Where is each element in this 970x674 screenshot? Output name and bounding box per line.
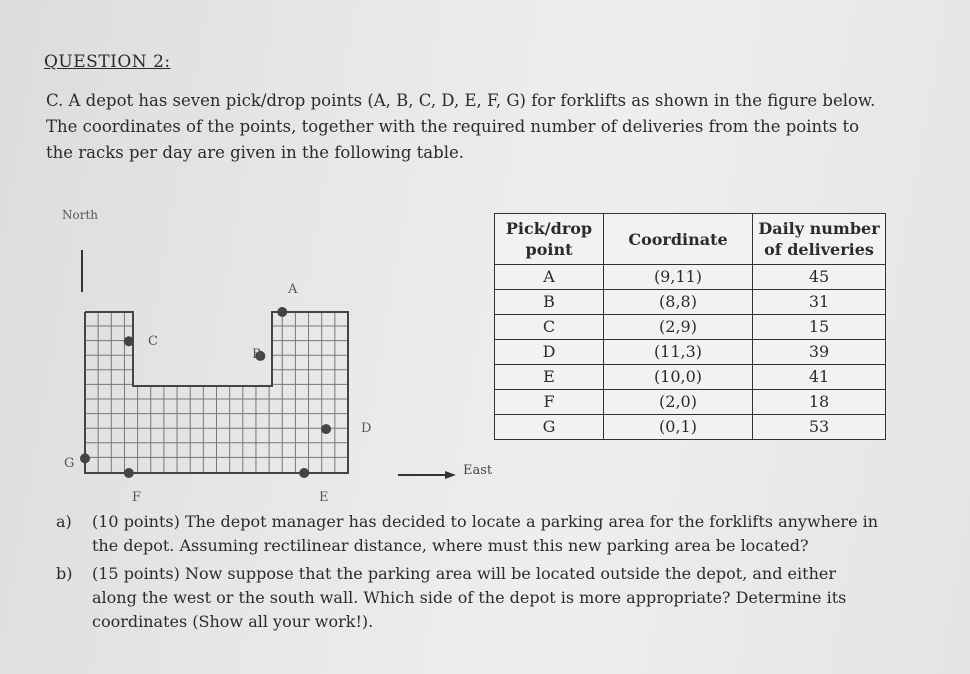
east-arrow-head [445, 471, 456, 479]
cell-deliveries: 31 [753, 290, 886, 315]
point-marker-a [277, 307, 287, 317]
table-header-row [495, 214, 886, 265]
cell-deliveries: 15 [753, 315, 886, 340]
cell-coordinate: (11,3) [604, 340, 753, 365]
table-row [495, 365, 886, 390]
point-label-e: E [319, 490, 329, 505]
point-label-a: A [288, 282, 298, 297]
table-row [495, 315, 886, 340]
cell-coordinate: (2,0) [604, 390, 753, 415]
cell-deliveries: 53 [753, 415, 886, 440]
question-list [52, 510, 882, 638]
point-marker-e [299, 468, 309, 478]
point-marker-c [124, 336, 134, 346]
north-label: North [62, 208, 99, 222]
cell-coordinate: (0,1) [604, 415, 753, 440]
question-heading: QUESTION 2: [44, 52, 171, 72]
table-row [495, 415, 886, 440]
question-text: (10 points) The depot manager has decided to locate a parking area for the forklifts anywhere in the depot. Assuming rectilinear distance, where must this new parking area be located? [92, 512, 879, 555]
cell-point: D [495, 340, 604, 365]
cell-point: E [495, 365, 604, 390]
point-marker-d [321, 424, 331, 434]
table-row [495, 265, 886, 290]
table-row [495, 340, 886, 365]
question-marker: a) [56, 512, 72, 531]
cell-point: G [495, 415, 604, 440]
cell-point: F [495, 390, 604, 415]
cell-coordinate: (8,8) [604, 290, 753, 315]
cell-deliveries: 18 [753, 390, 886, 415]
cell-coordinate: (2,9) [604, 315, 753, 340]
point-label-b: B [252, 347, 262, 362]
header-point: Pick/drop point [495, 214, 604, 265]
point-marker-g [80, 453, 90, 463]
table-row [495, 390, 886, 415]
east-label: East [463, 463, 493, 478]
intro-paragraph: C. A depot has seven pick/drop points (A, B, C, D, E, F, G) for forklifts as shown in the figure below. The coordinates of the points, together with the required number of deliveries from the points to the racks per day are given in the following table. [46, 91, 876, 162]
header-deliveries: Daily number of deliveries [753, 214, 886, 265]
point-label-f: F [132, 490, 142, 505]
cell-point: A [495, 265, 604, 290]
question-item-b [52, 562, 882, 634]
pick-drop-table [494, 213, 886, 440]
cell-deliveries: 41 [753, 365, 886, 390]
point-label-g: G [64, 456, 75, 471]
table-row [495, 290, 886, 315]
cell-deliveries: 39 [753, 340, 886, 365]
cell-deliveries: 45 [753, 265, 886, 290]
depot-grid [85, 312, 348, 473]
point-label-c: C [148, 334, 158, 349]
header-coordinate: Coordinate [604, 214, 753, 265]
cell-point: C [495, 315, 604, 340]
cell-coordinate: (10,0) [604, 365, 753, 390]
cell-coordinate: (9,11) [604, 265, 753, 290]
question-item-a [52, 510, 882, 558]
point-marker-f [124, 468, 134, 478]
question-text: (15 points) Now suppose that the parking area will be located outside the depot, and either along the west or the south wall. Which side of the depot is more appropriate? Determine its coordinates (Show all your work!). [92, 564, 847, 631]
point-label-d: D [361, 421, 372, 436]
question-marker: b) [56, 564, 73, 583]
cell-point: B [495, 290, 604, 315]
